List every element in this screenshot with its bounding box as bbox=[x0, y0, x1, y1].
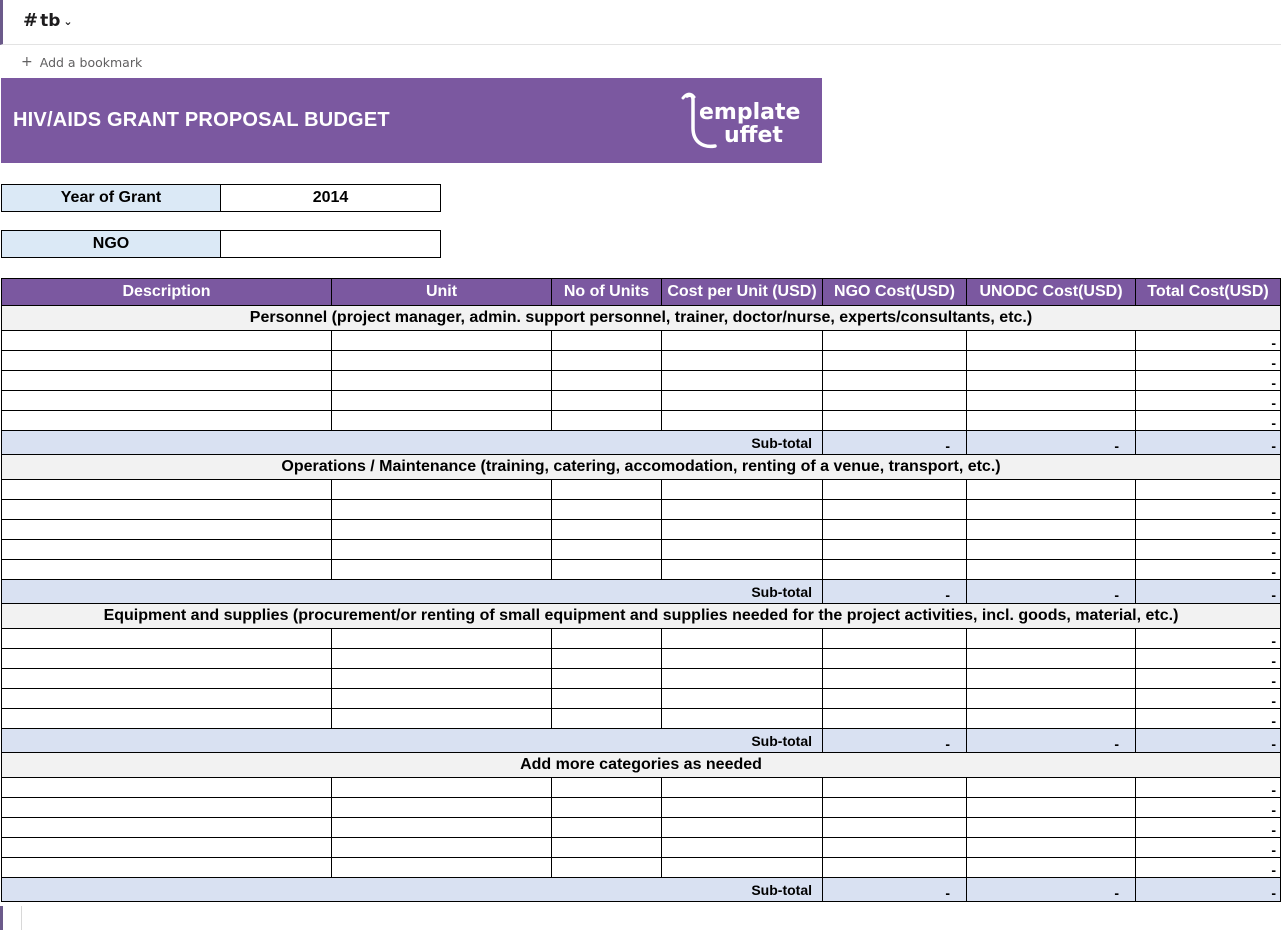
ngo-cost-cell[interactable] bbox=[823, 391, 967, 411]
ngo-row bbox=[1, 230, 441, 258]
no-of-units-cell[interactable] bbox=[552, 689, 662, 709]
add-bookmark-button[interactable] bbox=[21, 54, 142, 70]
unodc-cost-cell[interactable] bbox=[967, 689, 1136, 709]
unit-cell[interactable] bbox=[332, 838, 552, 858]
chevron-down-icon: ⌄ bbox=[63, 15, 73, 28]
ngo-cost-cell[interactable] bbox=[823, 371, 967, 391]
subtotal-ngo-cost[interactable]: - bbox=[823, 878, 967, 902]
description-cell[interactable] bbox=[2, 500, 332, 520]
description-cell[interactable] bbox=[2, 540, 332, 560]
no-of-units-cell[interactable] bbox=[552, 411, 662, 431]
total-cost-cell[interactable]: - bbox=[1136, 371, 1281, 391]
unit-cell[interactable] bbox=[332, 778, 552, 798]
logo-line2: uffet bbox=[724, 123, 783, 148]
table-row bbox=[2, 351, 1281, 371]
subtotal-unodc-cost[interactable]: - bbox=[967, 729, 1136, 753]
cost-per-unit-cell[interactable] bbox=[662, 858, 823, 878]
unit-cell[interactable] bbox=[332, 629, 552, 649]
ngo-cost-cell[interactable] bbox=[823, 709, 967, 729]
unit-cell[interactable] bbox=[332, 371, 552, 391]
unit-cell[interactable] bbox=[332, 669, 552, 689]
unodc-cost-cell[interactable] bbox=[967, 709, 1136, 729]
col-header-unit: Unit bbox=[332, 279, 552, 306]
unit-cell[interactable] bbox=[332, 331, 552, 351]
unit-cell[interactable] bbox=[332, 520, 552, 540]
subtotal-unodc-cost[interactable]: - bbox=[967, 580, 1136, 604]
table-row bbox=[2, 629, 1281, 649]
description-cell[interactable] bbox=[2, 351, 332, 371]
subtotal-row bbox=[2, 580, 1281, 604]
total-cost-cell[interactable]: - bbox=[1136, 520, 1281, 540]
section-header-row bbox=[2, 455, 1281, 480]
unodc-cost-cell[interactable] bbox=[967, 629, 1136, 649]
section-title[interactable]: Equipment and supplies (procurement/or renting of small equipment and supplies needed for the project activities, incl. goods, material, etc.) bbox=[2, 604, 1281, 629]
ngo-cost-cell[interactable] bbox=[823, 858, 967, 878]
table-row bbox=[2, 411, 1281, 431]
channel-name: tb bbox=[40, 10, 61, 31]
cost-per-unit-cell[interactable] bbox=[662, 351, 823, 371]
total-cost-cell[interactable]: - bbox=[1136, 709, 1281, 729]
unit-cell[interactable] bbox=[332, 649, 552, 669]
description-cell[interactable] bbox=[2, 838, 332, 858]
subtotal-total-cost[interactable]: - bbox=[1136, 580, 1281, 604]
table-row bbox=[2, 689, 1281, 709]
cost-per-unit-cell[interactable] bbox=[662, 391, 823, 411]
unit-cell[interactable] bbox=[332, 858, 552, 878]
bookmark-bar bbox=[0, 46, 1281, 78]
cost-per-unit-cell[interactable] bbox=[662, 838, 823, 858]
ngo-cost-cell[interactable] bbox=[823, 411, 967, 431]
cost-per-unit-cell[interactable] bbox=[662, 629, 823, 649]
cost-per-unit-cell[interactable] bbox=[662, 480, 823, 500]
total-cost-cell[interactable]: - bbox=[1136, 411, 1281, 431]
add-bookmark-label: Add a bookmark bbox=[39, 54, 143, 70]
unodc-cost-cell[interactable] bbox=[967, 818, 1136, 838]
message-composer-edge bbox=[0, 906, 1281, 930]
budget-table bbox=[1, 278, 1281, 902]
unit-cell[interactable] bbox=[332, 689, 552, 709]
total-cost-cell[interactable]: - bbox=[1136, 480, 1281, 500]
section-header-row bbox=[2, 753, 1281, 778]
col-header-no-of-units: No of Units bbox=[552, 279, 662, 306]
cost-per-unit-cell[interactable] bbox=[662, 669, 823, 689]
ngo-cost-cell[interactable] bbox=[823, 629, 967, 649]
subtotal-label[interactable]: Sub-total bbox=[2, 431, 823, 455]
description-cell[interactable] bbox=[2, 391, 332, 411]
subtotal-total-cost[interactable]: - bbox=[1136, 878, 1281, 902]
no-of-units-cell[interactable] bbox=[552, 560, 662, 580]
no-of-units-cell[interactable] bbox=[552, 858, 662, 878]
unodc-cost-cell[interactable] bbox=[967, 798, 1136, 818]
table-row bbox=[2, 798, 1281, 818]
cost-per-unit-cell[interactable] bbox=[662, 411, 823, 431]
description-cell[interactable] bbox=[2, 818, 332, 838]
no-of-units-cell[interactable] bbox=[552, 709, 662, 729]
cost-per-unit-cell[interactable] bbox=[662, 818, 823, 838]
description-cell[interactable] bbox=[2, 411, 332, 431]
description-cell[interactable] bbox=[2, 560, 332, 580]
table-row bbox=[2, 520, 1281, 540]
description-cell[interactable] bbox=[2, 709, 332, 729]
unodc-cost-cell[interactable] bbox=[967, 560, 1136, 580]
subtotal-label[interactable]: Sub-total bbox=[2, 580, 823, 604]
unodc-cost-cell[interactable] bbox=[967, 858, 1136, 878]
cost-per-unit-cell[interactable] bbox=[662, 778, 823, 798]
no-of-units-cell[interactable] bbox=[552, 480, 662, 500]
description-cell[interactable] bbox=[2, 649, 332, 669]
section-title[interactable]: Add more categories as needed bbox=[2, 753, 1281, 778]
unodc-cost-cell[interactable] bbox=[967, 371, 1136, 391]
unit-cell[interactable] bbox=[332, 411, 552, 431]
col-header-ngo-cost: NGO Cost(USD) bbox=[823, 279, 967, 306]
ngo-cost-cell[interactable] bbox=[823, 818, 967, 838]
table-header-row bbox=[2, 279, 1281, 306]
channel-header bbox=[0, 0, 1281, 45]
no-of-units-cell[interactable] bbox=[552, 629, 662, 649]
template-buffet-logo bbox=[681, 90, 807, 152]
subtotal-ngo-cost[interactable]: - bbox=[823, 431, 967, 455]
ngo-cost-cell[interactable] bbox=[823, 649, 967, 669]
unit-cell[interactable] bbox=[332, 560, 552, 580]
ngo-cost-cell[interactable] bbox=[823, 331, 967, 351]
section-title[interactable]: Personnel (project manager, admin. support personnel, trainer, doctor/nurse, experts/consultants, etc.) bbox=[2, 306, 1281, 331]
unodc-cost-cell[interactable] bbox=[967, 331, 1136, 351]
description-cell[interactable] bbox=[2, 798, 332, 818]
description-cell[interactable] bbox=[2, 629, 332, 649]
unit-cell[interactable] bbox=[332, 540, 552, 560]
table-row bbox=[2, 391, 1281, 411]
table-row bbox=[2, 500, 1281, 520]
description-cell[interactable] bbox=[2, 669, 332, 689]
table-row bbox=[2, 560, 1281, 580]
subtotal-row bbox=[2, 729, 1281, 753]
cost-per-unit-cell[interactable] bbox=[662, 500, 823, 520]
sidebar-edge bbox=[0, 906, 3, 930]
no-of-units-cell[interactable] bbox=[552, 778, 662, 798]
unodc-cost-cell[interactable] bbox=[967, 649, 1136, 669]
table-row bbox=[2, 540, 1281, 560]
total-cost-cell[interactable]: - bbox=[1136, 351, 1281, 371]
total-cost-cell[interactable]: - bbox=[1136, 629, 1281, 649]
total-cost-cell[interactable]: - bbox=[1136, 818, 1281, 838]
no-of-units-cell[interactable] bbox=[552, 351, 662, 371]
unodc-cost-cell[interactable] bbox=[967, 391, 1136, 411]
ngo-cost-cell[interactable] bbox=[823, 500, 967, 520]
no-of-units-cell[interactable] bbox=[552, 520, 662, 540]
no-of-units-cell[interactable] bbox=[552, 500, 662, 520]
subtotal-row bbox=[2, 878, 1281, 902]
col-header-description: Description bbox=[2, 279, 332, 306]
unodc-cost-cell[interactable] bbox=[967, 540, 1136, 560]
no-of-units-cell[interactable] bbox=[552, 649, 662, 669]
col-header-total-cost: Total Cost(USD) bbox=[1136, 279, 1281, 306]
cost-per-unit-cell[interactable] bbox=[662, 371, 823, 391]
no-of-units-cell[interactable] bbox=[552, 838, 662, 858]
description-cell[interactable] bbox=[2, 331, 332, 351]
section-header-row bbox=[2, 604, 1281, 629]
unit-cell[interactable] bbox=[332, 391, 552, 411]
hash-icon: # bbox=[23, 10, 39, 31]
cost-per-unit-cell[interactable] bbox=[662, 560, 823, 580]
section-title[interactable]: Operations / Maintenance (training, catering, accomodation, renting of a venue, transport, etc.) bbox=[2, 455, 1281, 480]
total-cost-cell[interactable]: - bbox=[1136, 858, 1281, 878]
unodc-cost-cell[interactable] bbox=[967, 480, 1136, 500]
ngo-cost-cell[interactable] bbox=[823, 560, 967, 580]
ngo-cost-cell[interactable] bbox=[823, 480, 967, 500]
cost-per-unit-cell[interactable] bbox=[662, 649, 823, 669]
composer-divider bbox=[21, 906, 22, 930]
description-cell[interactable] bbox=[2, 480, 332, 500]
table-row bbox=[2, 480, 1281, 500]
subtotal-unodc-cost[interactable]: - bbox=[967, 878, 1136, 902]
table-row bbox=[2, 818, 1281, 838]
ngo-cost-cell[interactable] bbox=[823, 798, 967, 818]
description-cell[interactable] bbox=[2, 858, 332, 878]
table-row bbox=[2, 669, 1281, 689]
subtotal-row bbox=[2, 431, 1281, 455]
section-header-row bbox=[2, 306, 1281, 331]
description-cell[interactable] bbox=[2, 778, 332, 798]
total-cost-cell[interactable]: - bbox=[1136, 540, 1281, 560]
plus-icon: + bbox=[21, 54, 33, 70]
ngo-cost-cell[interactable] bbox=[823, 689, 967, 709]
ngo-value[interactable] bbox=[221, 230, 441, 258]
unit-cell[interactable] bbox=[332, 351, 552, 371]
unodc-cost-cell[interactable] bbox=[967, 838, 1136, 858]
subtotal-label[interactable]: Sub-total bbox=[2, 878, 823, 902]
budget-banner bbox=[1, 78, 822, 163]
table-row bbox=[2, 331, 1281, 351]
unodc-cost-cell[interactable] bbox=[967, 411, 1136, 431]
no-of-units-cell[interactable] bbox=[552, 371, 662, 391]
ngo-cost-cell[interactable] bbox=[823, 520, 967, 540]
cost-per-unit-cell[interactable] bbox=[662, 540, 823, 560]
year-of-grant-value[interactable]: 2014 bbox=[221, 184, 441, 212]
total-cost-cell[interactable]: - bbox=[1136, 391, 1281, 411]
no-of-units-cell[interactable] bbox=[552, 798, 662, 818]
unit-cell[interactable] bbox=[332, 818, 552, 838]
year-of-grant-row bbox=[1, 184, 441, 212]
ngo-label: NGO bbox=[1, 230, 221, 258]
unit-cell[interactable] bbox=[332, 798, 552, 818]
total-cost-cell[interactable]: - bbox=[1136, 560, 1281, 580]
channel-name-button[interactable] bbox=[23, 10, 73, 31]
unodc-cost-cell[interactable] bbox=[967, 778, 1136, 798]
no-of-units-cell[interactable] bbox=[552, 391, 662, 411]
table-row bbox=[2, 709, 1281, 729]
unodc-cost-cell[interactable] bbox=[967, 500, 1136, 520]
unodc-cost-cell[interactable] bbox=[967, 669, 1136, 689]
description-cell[interactable] bbox=[2, 520, 332, 540]
ngo-cost-cell[interactable] bbox=[823, 669, 967, 689]
cost-per-unit-cell[interactable] bbox=[662, 331, 823, 351]
ngo-cost-cell[interactable] bbox=[823, 540, 967, 560]
cost-per-unit-cell[interactable] bbox=[662, 689, 823, 709]
unodc-cost-cell[interactable] bbox=[967, 351, 1136, 371]
total-cost-cell[interactable]: - bbox=[1136, 500, 1281, 520]
unit-cell[interactable] bbox=[332, 480, 552, 500]
table-row bbox=[2, 838, 1281, 858]
subtotal-label[interactable]: Sub-total bbox=[2, 729, 823, 753]
total-cost-cell[interactable]: - bbox=[1136, 331, 1281, 351]
logo-line1: emplate bbox=[699, 100, 801, 125]
unit-cell[interactable] bbox=[332, 709, 552, 729]
total-cost-cell[interactable]: - bbox=[1136, 798, 1281, 818]
table-row bbox=[2, 371, 1281, 391]
col-header-unodc-cost: UNODC Cost(USD) bbox=[967, 279, 1136, 306]
ngo-cost-cell[interactable] bbox=[823, 778, 967, 798]
subtotal-total-cost[interactable]: - bbox=[1136, 431, 1281, 455]
subtotal-unodc-cost[interactable]: - bbox=[967, 431, 1136, 455]
total-cost-cell[interactable]: - bbox=[1136, 649, 1281, 669]
no-of-units-cell[interactable] bbox=[552, 540, 662, 560]
table-row bbox=[2, 858, 1281, 878]
table-row bbox=[2, 778, 1281, 798]
description-cell[interactable] bbox=[2, 371, 332, 391]
cost-per-unit-cell[interactable] bbox=[662, 709, 823, 729]
col-header-cost-per-unit: Cost per Unit (USD) bbox=[662, 279, 823, 306]
subtotal-total-cost[interactable]: - bbox=[1136, 729, 1281, 753]
total-cost-cell[interactable]: - bbox=[1136, 838, 1281, 858]
no-of-units-cell[interactable] bbox=[552, 331, 662, 351]
year-of-grant-label: Year of Grant bbox=[1, 184, 221, 212]
unit-cell[interactable] bbox=[332, 500, 552, 520]
total-cost-cell[interactable]: - bbox=[1136, 689, 1281, 709]
no-of-units-cell[interactable] bbox=[552, 669, 662, 689]
table-row bbox=[2, 649, 1281, 669]
subtotal-ngo-cost[interactable]: - bbox=[823, 580, 967, 604]
subtotal-ngo-cost[interactable]: - bbox=[823, 729, 967, 753]
no-of-units-cell[interactable] bbox=[552, 818, 662, 838]
ngo-cost-cell[interactable] bbox=[823, 351, 967, 371]
budget-title: HIV/AIDS GRANT PROPOSAL BUDGET bbox=[13, 109, 390, 131]
description-cell[interactable] bbox=[2, 689, 332, 709]
cost-per-unit-cell[interactable] bbox=[662, 520, 823, 540]
unodc-cost-cell[interactable] bbox=[967, 520, 1136, 540]
ngo-cost-cell[interactable] bbox=[823, 838, 967, 858]
cost-per-unit-cell[interactable] bbox=[662, 798, 823, 818]
total-cost-cell[interactable]: - bbox=[1136, 669, 1281, 689]
total-cost-cell[interactable]: - bbox=[1136, 778, 1281, 798]
